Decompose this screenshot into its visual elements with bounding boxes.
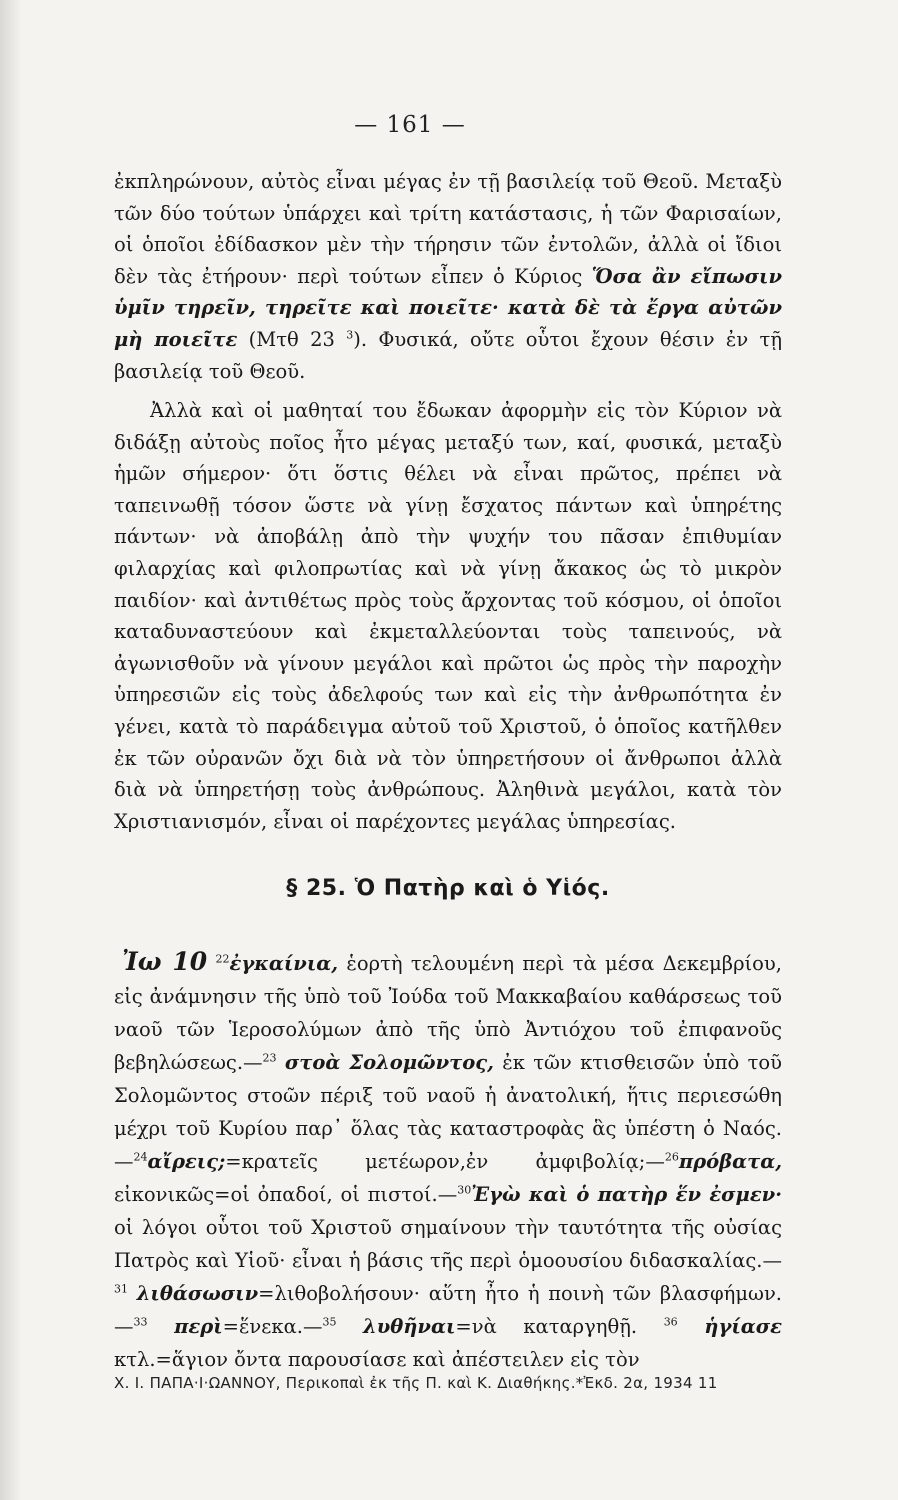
note-text-24: =κρατεῖς μετέωρον,ἐν ἀμφιβολίᾳ;— bbox=[225, 1150, 665, 1173]
note-headword-33: περὶ bbox=[174, 1315, 223, 1338]
section-heading: § 25. Ὁ Πατὴρ καὶ ὁ Υἱός. bbox=[286, 876, 610, 901]
note-headword-36: ἡγίασε bbox=[704, 1315, 783, 1338]
note-text-22: ἑορτὴ τελουμένη περὶ τὰ μέσα Δεκεμβρίου, εἰς ἀνάμνησιν τῆς ὑπὸ τοῦ Ἰούδα τοῦ Μακκαβαίου καθάρσεως τοῦ ναοῦ τῶν Ἱεροσολύμων ἀπὸ τῆς ὑπὸ Ἀντιόχου τοῦ ἐπιφανοῦς βεβηλώσεως.— bbox=[114, 952, 782, 1074]
verse-number-24: 24 bbox=[133, 1150, 148, 1164]
note-headword-35: λυθῆναι bbox=[363, 1315, 456, 1338]
note-headword-31: λιθάσωσιν bbox=[136, 1282, 259, 1305]
verse-number-22: 22 bbox=[215, 952, 230, 966]
note-text-36: κτλ.=ἅγιον ὄντα παρουσίασε καὶ ἀπέστειλεν εἰς τὸν bbox=[114, 1348, 640, 1371]
note-text-26: εἰκονικῶς=οἱ ὀπαδοί, οἱ πιστοί.— bbox=[114, 1183, 458, 1206]
note-text-31: =λιθοβολήσουν· αὕτη ἦτο ἡ ποινὴ τῶν βλασφήμων.— bbox=[114, 1282, 782, 1338]
note-text-33: =ἕνεκα.— bbox=[222, 1315, 323, 1338]
verse-number-30: 30 bbox=[457, 1183, 472, 1197]
chapter-reference: Ἰω 10 bbox=[122, 947, 208, 976]
verse-number-23: 23 bbox=[262, 1051, 277, 1065]
note-headword-23: στοὰ Σολομῶντος, bbox=[284, 1051, 494, 1074]
note-text-35: =νὰ καταργηθῇ. bbox=[455, 1315, 638, 1338]
note-text-23: ἐκ τῶν κτισθεισῶν ὑπὸ τοῦ Σολομῶντος στοῶν πέριξ τοῦ ναοῦ ἡ ἀνατολική, ἥτις περιεσώθη μέχρι τοῦ Κυρίου παρ᾽ ὅλας τὰς καταστροφὰς ἃς ὑπέστη ὁ Ναός.— bbox=[114, 1051, 783, 1173]
page-number: — 161 — bbox=[354, 112, 466, 138]
paragraph-2: Ἀλλὰ καὶ οἱ μαθηταί του ἔδωκαν ἀφορμὴν εἰς τὸν Κύριον νὰ διδάξῃ αὐτοὺς ποῖος ἦτο μέγας μεταξύ των, καί, φυσικά, μεταξὺ ἡμῶν σήμερον· ὅτι ὅστις θέλει νὰ εἶναι πρῶτος, πρέπει νὰ ταπεινωθῇ τόσον ὥστε νὰ γίνῃ ἔσχατος πάντων καὶ ὑπηρέτης πάντων· νὰ ἀποβάλῃ ἀπὸ τὴν ψυχήν του πᾶσαν ἐπιθυμίαν φιλαρχίας καὶ φιλοπρωτίας καὶ νὰ γίνῃ ἄκακος ὡς τὸ μικρὸν παιδίον· καὶ ἀντιθέτως πρὸς τοὺς ἄρχοντας τοῦ κόσμου, οἱ ὁποῖοι καταδυναστεύουν καὶ ἐκμεταλλεύονται τοὺς ταπεινούς, νὰ ἀγωνισθοῦν νὰ γίνουν μεγάλοι καὶ πρῶτοι ὡς πρὸς τὴν παροχὴν ὑπηρεσιῶν εἰς τοὺς ἀδελφούς των καὶ εἰς τὴν ἀνθρωπότητα ἐν γένει, κατὰ τὸ παράδειγμα αὐτοῦ τοῦ Χριστοῦ, ὁ ὁποῖος κατῆλθεν ἐκ τῶν οὐρανῶν ὄχι διὰ νὰ τὸν ὑπηρετήσουν οἱ ἄνθρωποι ἀλλὰ διὰ νὰ ὑπηρετήσῃ τοὺς ἀνθρώπους. Ἀληθινὰ μεγάλοι, κατὰ τὸν Χριστιανισμόν, εἶναι οἱ παρέχοντες μεγάλας ὑπηρεσίας. bbox=[114, 399, 782, 833]
paragraph-1-text-b: ). Φυσικά, οὔτε οὗτοι ἔχουν θέσιν ἐν τῇ βασιλείᾳ τοῦ Θεοῦ. bbox=[114, 327, 783, 383]
binding-shadow bbox=[0, 0, 22, 1500]
note-headword-26: πρόβατα, bbox=[678, 1150, 782, 1173]
verse-number-31: 31 bbox=[114, 1282, 128, 1296]
scripture-reference: (Μτθ 23 bbox=[237, 327, 347, 351]
scripture-quote: Ὅσα ἂν εἴπωσιν ὑμῖν τηρεῖν, τηρεῖτε καὶ ποιεῖτε· κατὰ δὲ τὰ ἔργα αὐτῶν μὴ ποιεῖτε bbox=[114, 264, 782, 351]
note-text-30: οἱ λόγοι οὗτοι τοῦ Χριστοῦ σημαίνουν τὴν ταυτότητα τῆς οὐσίας Πατρὸς καὶ Υἱοῦ· εἶναι ἡ βάσις τῆς περὶ ὁμοουσίου διδασκαλίας.— bbox=[114, 1216, 782, 1272]
verse-number-33: 33 bbox=[133, 1315, 148, 1329]
note-headword-24: αἴρεις; bbox=[147, 1150, 226, 1173]
footer-imprint: Χ. Ι. ΠΑΠΑ·Ι·ΩΑΝΝΟΥ, Περικοπαὶ ἐκ τῆς Π. καὶ Κ. Διαθήκης.*Ἐκδ. 2α, 1934 11 bbox=[114, 1374, 718, 1392]
verse-number-35: 35 bbox=[322, 1315, 337, 1329]
paragraph-1 bbox=[114, 166, 782, 387]
note-headword-30: Ἐγὼ καὶ ὁ πατὴρ ἕν ἐσμεν· bbox=[471, 1183, 782, 1206]
paragraph-1-text-a: ἐκπληρώνουν, αὐτὸς εἶναι μέγας ἐν τῇ βασιλείᾳ τοῦ Θεοῦ. Μεταξὺ τῶν δύο τούτων ὑπάρχει καὶ τρίτη κατάστασις, ἡ τῶν Φαρισαίων, οἱ ὁποῖοι ἐδίδασκον μὲν τὴν τήρησιν τῶν ἐντολῶν, ἀλλὰ οἱ ἴδιοι δὲν τὰς ἐτήρουν· περὶ τούτων εἶπεν ὁ Κύριος bbox=[114, 170, 782, 288]
note-headword-22: ἐγκαίνια, bbox=[229, 952, 339, 975]
notes-paragraph bbox=[114, 945, 782, 1376]
reference-superscript: 3 bbox=[346, 328, 354, 342]
verse-number-36: 36 bbox=[663, 1315, 678, 1329]
verse-number-26: 26 bbox=[664, 1150, 679, 1164]
